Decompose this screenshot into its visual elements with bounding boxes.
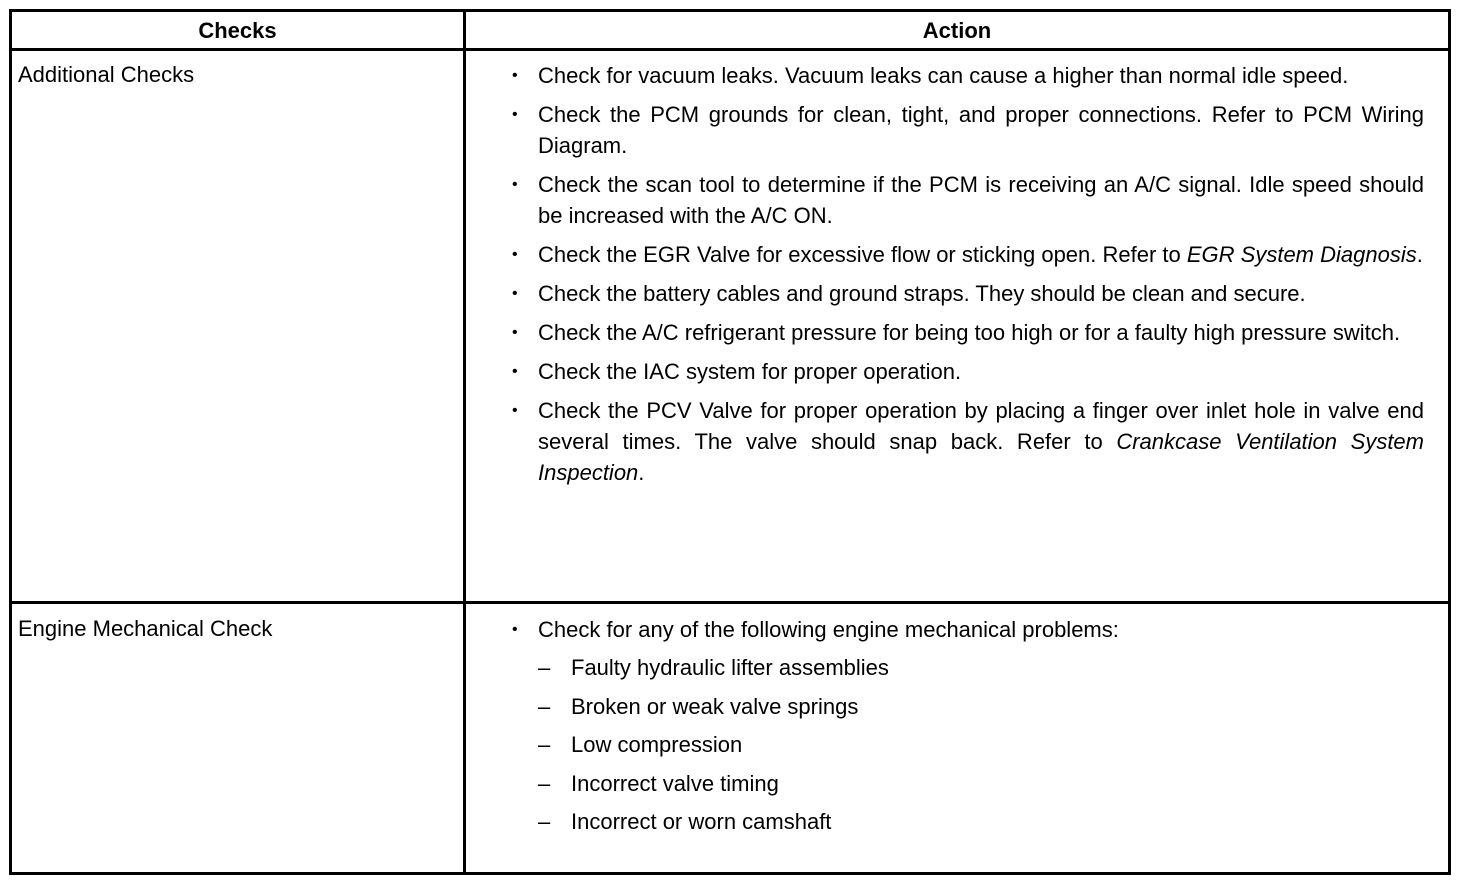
sub-item: – Incorrect or worn camshaft [538,806,1424,837]
sub-item: – Low compression [538,729,1424,760]
dash-icon: – [538,732,551,757]
dash-icon: – [538,693,551,719]
diagnostic-table [9,9,1451,875]
dash-icon: – [538,770,551,796]
sub-item: – Broken or weak valve springs [538,691,1424,722]
action-item: • Check the A/C refrigerant pressure for being too high or for a faulty high pressure switch. [466,317,1448,348]
action-item: • Check for vacuum leaks. Vacuum leaks can cause a higher than normal idle speed. [466,60,1448,91]
dash-icon: – [538,809,551,834]
action-item: • Check the scan tool to determine if the PCM is receiving an A/C signal. Idle speed should be increased with the A/C ON. [466,169,1448,231]
bullet-icon: • [512,621,518,638]
reference-link: Crankcase Ventilation System Inspection [538,429,1424,485]
bullet-icon: • [512,402,518,419]
action-item: • Check the battery cables and ground straps. They should be clean and secure. [466,278,1448,309]
bullet-icon: • [512,176,518,193]
sub-item-list [538,652,1424,837]
header-action: Action [922,18,992,43]
action-item: • Check the PCV Valve for proper operation by placing a finger over inlet hole in valve end several times. The valve should snap back. Refer to Crankcase Ventilation System Inspection. [466,395,1448,488]
header-divider [12,48,1448,51]
check-cell-engine-mechanical: Engine Mechanical Check [18,616,273,641]
action-list-engine-mechanical [466,614,1448,845]
sub-item: – Faulty hydraulic lifter assemblies [538,652,1424,683]
header-checks: Checks [198,18,277,43]
bullet-icon: • [512,363,518,380]
reference-link: EGR System Diagnosis [1186,242,1417,267]
bullet-icon: • [512,67,518,84]
bullet-icon: • [512,246,518,263]
bullet-icon: • [512,106,518,123]
action-list-additional [466,60,1448,496]
action-item: • Check the PCM grounds for clean, tight, and proper connections. Refer to PCM Wiring Diagram. [466,99,1448,161]
bullet-icon: • [512,285,518,302]
row-divider [12,601,1448,604]
action-item: • Check for any of the following engine mechanical problems: – Faulty hydraulic lifter assemblies – Broken or weak valve springs – Low compression – Incorrect valve timing – Incorrect or worn camshaft [466,614,1448,837]
action-item: • Check the IAC system for proper operation. [466,356,1448,387]
dash-icon: – [538,655,551,680]
check-cell-additional: Additional Checks [18,62,195,87]
bullet-icon: • [512,324,518,341]
action-item: • Check the EGR Valve for excessive flow or sticking open. Refer to EGR System Diagnosis. [466,239,1448,270]
sub-item: – Incorrect valve timing [538,768,1424,799]
